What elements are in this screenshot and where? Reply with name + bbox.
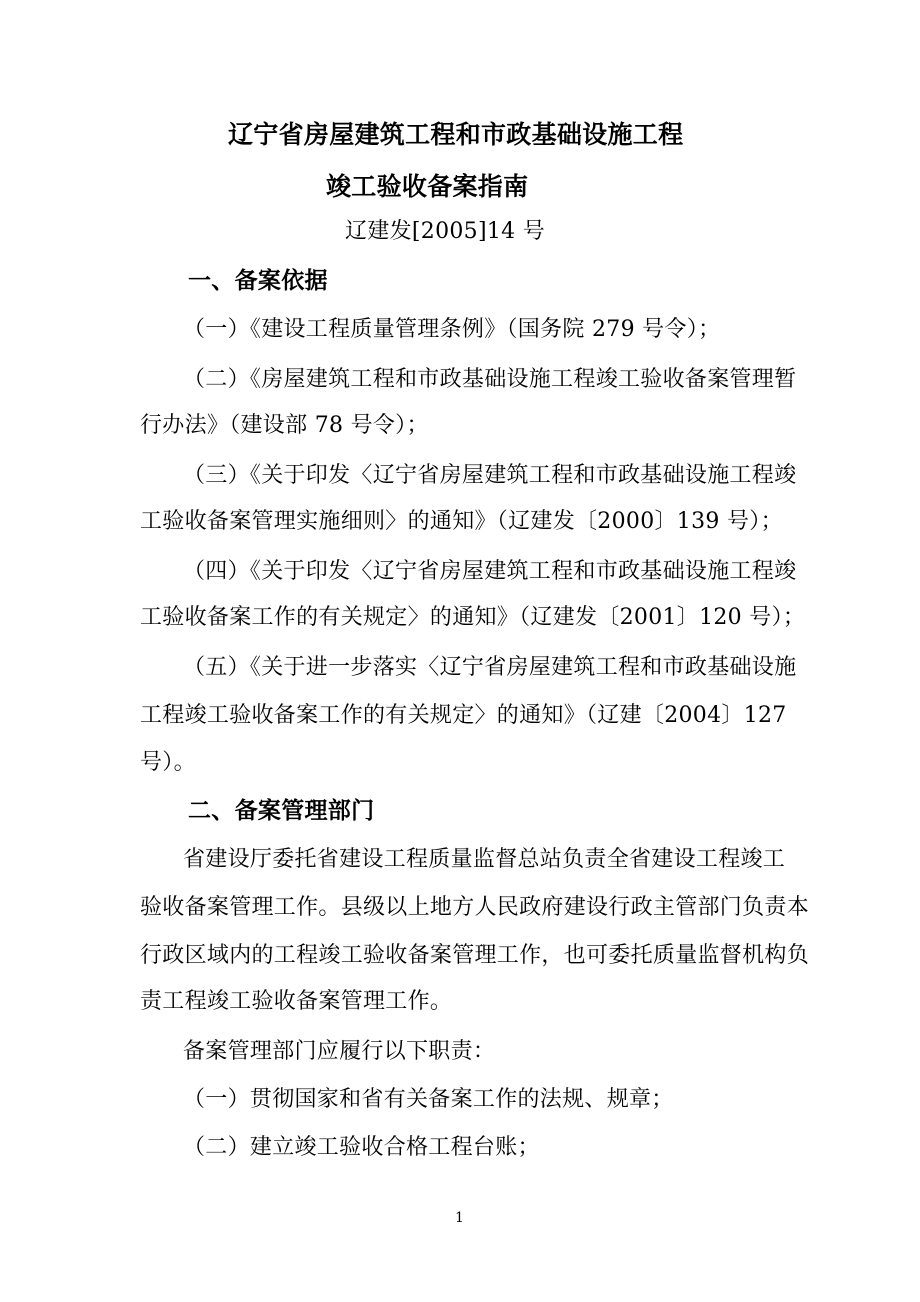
department-para-line-4: 责工程竣工验收备案管理工作。 [140,989,453,1014]
basis-item-3-line-2: 工验收备案管理实施细则〉的通知》（辽建发〔2000〕139 号）； [140,509,783,534]
basis-item-5-line-2: 工程竣工验收备案工作的有关规定〉的通知》（辽建〔2004〕127 [140,703,787,728]
basis-item-2-line-1: （二）《房屋建筑工程和市政基础设施工程竣工验收备案管理暂 [183,367,797,392]
section-2-heading: 二、备案管理部门 [188,798,375,824]
section-1-heading: 一、备案依据 [188,268,328,294]
basis-item-4-line-2: 工验收备案工作的有关规定〉的通知》（辽建发〔2001〕120 号）； [140,605,806,630]
document-number: 辽建发[2005]14 号 [345,219,546,244]
basis-item-2-line-2: 行办法》（建设部 78 号令）； [140,413,429,438]
department-para-line-2: 验收备案管理工作。县级以上地方人民政府建设行政主管部门负责本 [140,895,810,920]
basis-item-1: （一）《建设工程质量管理条例》（国务院 279 号令）； [183,317,721,342]
title-line-2: 竣工验收备案指南 [326,172,529,201]
title-line-1: 辽宁省房屋建筑工程和市政基础设施工程 [228,120,684,149]
basis-item-5-line-3: 号）。 [140,750,196,775]
page-number: 1 [455,1210,464,1226]
duty-item-2: （二）建立竣工验收合格工程台账； [183,1135,540,1160]
basis-item-4-line-1: （四）《关于印发〈辽宁省房屋建筑工程和市政基础设施工程竣 [183,559,797,584]
department-para-line-1: 省建设厅委托省建设工程质量监督总站负责全省建设工程竣工 [183,847,786,872]
duty-item-1: （一）贯彻国家和省有关备案工作的法规、规章； [183,1087,674,1112]
basis-item-5-line-1: （五）《关于进一步落实〈辽宁省房屋建筑工程和市政基础设施 [183,655,797,680]
duties-intro: 备案管理部门应履行以下职责： [183,1039,496,1064]
basis-item-3-line-1: （三）《关于印发〈辽宁省房屋建筑工程和市政基础设施工程竣 [183,463,797,488]
department-para-line-3: 行政区域内的工程竣工验收备案管理工作，也可委托质量监督机构负 [140,943,810,968]
